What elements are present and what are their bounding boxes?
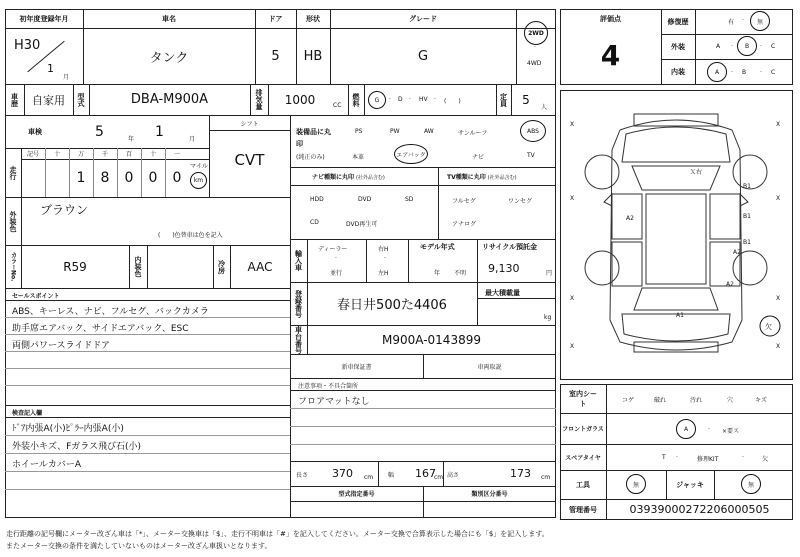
mileage-head: 一 (173, 151, 180, 158)
recycle-label: リサイクル預託金 (482, 243, 538, 251)
caution-label: 注意事項・不具合箇所 (298, 383, 359, 390)
chassis-value: M900A-0143899 (382, 332, 481, 347)
diag-b1-b: B1 (743, 213, 751, 220)
interior-sheet-label: 室内シート (569, 389, 597, 408)
mileage-head: 記号 (26, 151, 39, 158)
equip-ps: PS (355, 128, 363, 135)
mileage-digit (45, 159, 69, 197)
repair-dot: · (742, 17, 744, 24)
equip-aw: AW (424, 128, 434, 135)
fuel-label: 燃料 (352, 92, 360, 107)
shape-label: 形状 (306, 14, 320, 23)
inspection-month: 1 (155, 124, 164, 140)
diag-x-rr: X (776, 295, 781, 302)
sheet-burn: コゲ (622, 397, 635, 404)
shift-label: シフト (240, 120, 259, 128)
plate-value: 春日井500た4406 (337, 298, 447, 313)
reg-era: H30 (14, 38, 41, 53)
equip-navi: ナビ (472, 154, 485, 161)
front-glass-label: フロントガラス (562, 426, 604, 433)
management-label: 管理番号 (569, 505, 597, 514)
displacement: 1000 (284, 92, 316, 107)
month-unit: 月 (63, 74, 70, 81)
wheel-rear-right (733, 251, 767, 285)
equipment-sub: (純正のみ) (296, 154, 325, 161)
diag-b1-a: B1 (743, 183, 751, 190)
glass-dot: · (708, 426, 710, 433)
fuel-dot-1: · (389, 96, 391, 103)
ext-dot2: · (760, 43, 762, 50)
model-year-label: モデル年式 (420, 243, 455, 251)
exterior-label: 外装色 (9, 210, 17, 232)
diag-x-ml: X (570, 195, 575, 202)
exterior-value: ブラウン (40, 203, 89, 217)
fuel-d: D (398, 96, 403, 103)
fuel-dot-2: · (409, 96, 411, 103)
caution-value: フロアマットなし (298, 397, 370, 407)
wheel-front-left (585, 155, 619, 189)
import-label: 輸入車 (294, 250, 303, 271)
import-parallel: 並行 (330, 270, 343, 277)
note-line-1: ﾄﾞｱ内張A(小)ﾋﾟﾗｰ内張A(小) (12, 424, 124, 434)
ac-value: AAC (247, 259, 273, 274)
front-glass-x: ×要ス (722, 428, 740, 435)
mileage-divider (45, 148, 46, 197)
height-value: 173 (510, 467, 531, 480)
sales-line-3: 両側パワースライドドア (12, 341, 111, 351)
recycle-value: 9,130 (488, 262, 520, 275)
ac-label: 冷房 (217, 259, 226, 274)
rating-label: 評価点 (600, 15, 621, 23)
recycle-unit: 円 (546, 270, 553, 277)
max-load-label: 最大積載量 (485, 289, 520, 297)
rear-window (634, 288, 718, 310)
repaint-note: ( )色替車は色を記入 (158, 232, 223, 239)
spare-kit: 修理KIT (697, 456, 719, 463)
doors: 5 (271, 48, 280, 64)
tv-sub: (社外品含む) (487, 175, 517, 181)
inspection-year-unit: 年 (128, 136, 135, 143)
hood-outline (622, 127, 730, 162)
footer-line-2: またメーター交換の条件を満たしていないものはメーター改ざん車扱いとなります。 (6, 542, 272, 550)
jack-label: ジャッキ (676, 480, 704, 489)
jack-none-circled: 無 (741, 474, 761, 494)
diag-x-fr: X (776, 121, 781, 128)
color-no-label: カラーNo. (9, 251, 17, 282)
length-value: 370 (332, 467, 353, 480)
grade: G (417, 48, 429, 64)
width-unit: cm (434, 474, 444, 481)
fuel-dot-3: · (434, 96, 436, 103)
mileage-digit: 0 (172, 170, 182, 186)
height-label: 高さ (447, 472, 460, 479)
plate-label: 登録番号 (294, 289, 303, 318)
car-name-label: 車名 (162, 14, 176, 23)
tv-label (447, 172, 517, 181)
note-line-3: ホイールカバーA (12, 460, 81, 470)
int-label: 内装 (671, 68, 685, 76)
capacity-unit: 人 (541, 104, 548, 111)
ext-b-circled: B (737, 36, 757, 56)
repair-no-circled: 無 (750, 11, 770, 31)
import-dot-2: · (384, 255, 386, 262)
tv-analog: アナログ (452, 221, 477, 228)
repair-yes: 有 (728, 19, 735, 26)
spare-dot2: · (742, 454, 744, 461)
tools-label: 工具 (576, 480, 590, 489)
mileage-digit: 0 (148, 170, 158, 186)
length-unit: cm (364, 474, 374, 481)
int-c: C (771, 69, 776, 76)
diag-x-bl: X (570, 343, 575, 350)
sheet-tear: 破れ (654, 397, 667, 404)
reg-year-label: 初年度登録年月 (19, 14, 69, 23)
sheet-dirt: 汚れ (690, 397, 703, 404)
right-front-door (710, 194, 740, 239)
interior-label: 内装色 (134, 256, 142, 277)
mileage-head: 千 (101, 151, 108, 158)
diag-b1-c: B1 (743, 239, 751, 246)
windshield (632, 166, 720, 190)
import-left: 左H (378, 270, 389, 277)
import-dealer: ディーラー (318, 246, 348, 253)
max-load-unit: kg (544, 314, 552, 321)
km-circled: km (190, 172, 207, 189)
mileage-head: 十 (53, 151, 60, 158)
sales-line-2: 助手席エアバック、サイドエアバック、ESC (12, 324, 189, 334)
int-dot2: · (760, 69, 762, 76)
model-label: 型式 (77, 92, 85, 107)
diag-a2-b: A2 (733, 249, 741, 256)
color-no: R59 (63, 259, 87, 274)
width-value: 167 (415, 467, 436, 480)
type-right: 類別区分番号 (471, 491, 508, 498)
mile-label: マイル (190, 163, 208, 170)
equip-tv: TV (527, 152, 535, 159)
inspection-month-unit: 月 (189, 136, 196, 143)
footer-line-1: 走行距離の記号欄にメーター改ざん車は「*」、メーター交換車は「$」、走行不明車は「#」を記入してください。メーター交換で合算表示した場合にも「$」を記入します。 (6, 530, 549, 538)
mileage-head: 万 (77, 151, 84, 158)
diag-x-mr: X (776, 195, 781, 202)
shape: HB (303, 48, 323, 64)
mileage-divider (165, 148, 166, 197)
roof-panel (646, 194, 706, 284)
equip-leather: 本革 (352, 154, 365, 161)
warranty-left: 新車保証書 (341, 363, 372, 371)
shift-value: CVT (234, 151, 265, 169)
diag-a2-c: A2 (726, 281, 734, 288)
car-diagram (560, 90, 793, 380)
length-label: 長さ (296, 472, 309, 479)
equip-abs-circled: ABS (520, 120, 546, 142)
drive-dot: · (534, 44, 536, 51)
ext-label: 外装 (671, 42, 685, 51)
navi-label-main: ナビ種類に丸印 (312, 174, 355, 181)
use-label: 車歴 (10, 92, 19, 107)
mileage-head: 十 (149, 151, 156, 158)
spare-missing: 欠 (762, 456, 769, 463)
sales-line-1: ABS、キーレス、ナビ、フルセグ、バックカメラ (12, 307, 209, 317)
import-dot: · (335, 255, 337, 262)
door-label: ドア (268, 14, 283, 23)
disp-unit: CC (333, 102, 342, 109)
left-mirror (604, 194, 612, 206)
model: DBA-M900A (130, 92, 209, 107)
width-label: 幅 (388, 472, 395, 479)
int-a-circled: A (707, 62, 727, 82)
inspection-notes-label: 検査記入欄 (12, 410, 43, 417)
drive-2wd-circled: 2WD (524, 21, 548, 45)
model-year-unit: 年 (434, 270, 441, 277)
chassis-label: 車台番号 (294, 325, 303, 354)
diag-a1: A1 (676, 312, 684, 319)
navi-dvd: DVD (358, 196, 372, 203)
warranty-right: 車両取説 (477, 363, 502, 371)
equip-pw: PW (390, 128, 400, 135)
sheet-scratch: キズ (755, 397, 767, 404)
mileage-digit: 1 (76, 170, 86, 186)
sheet-hole: 穴 (727, 397, 734, 404)
navi-sd: SD (405, 196, 414, 203)
int-b: B (742, 69, 747, 76)
mileage-digit (21, 159, 45, 197)
spare-tire-label: スペアタイヤ (565, 454, 601, 462)
equip-sunroof: サンルーフ (458, 130, 488, 137)
tv-label-main: TV種類に丸印 (447, 174, 486, 181)
capacity: 5 (522, 92, 530, 107)
mileage-divider (117, 148, 118, 197)
diag-x-right: Ｘ右 (690, 169, 703, 176)
car-name: タンク (149, 50, 189, 66)
tv-fullseg: フルセグ (452, 198, 476, 205)
note-line-2: 外装小キズ、Fガラス飛び石(小) (12, 442, 142, 452)
mileage-divider (93, 148, 94, 197)
fuel-g-circled: G (368, 91, 386, 109)
mileage-head: 百 (125, 151, 132, 158)
navi-cd: CD (310, 219, 319, 226)
diag-x-fl: X (570, 121, 575, 128)
type-left: 型式指定番号 (338, 491, 375, 498)
ext-c: C (771, 43, 776, 50)
equipment-label: 装備品に丸印 (296, 128, 331, 148)
spare-dot1: · (676, 454, 678, 461)
spare-t: T (662, 454, 666, 461)
rating-value: 4 (600, 38, 621, 72)
reg-month: 1 (47, 62, 54, 75)
ext-dot1: · (731, 43, 733, 50)
repair-label: 修復歴 (667, 17, 689, 26)
height-unit: cm (541, 474, 551, 481)
front-glass-a-circled: A (676, 419, 696, 439)
equip-airbag-circled: エアバック (394, 144, 428, 164)
use: 自家用 (32, 93, 65, 107)
wheel-rear-left (585, 251, 619, 285)
mileage-divider (69, 148, 70, 197)
model-year-unknown: 不明 (454, 270, 467, 277)
navi-hdd: HDD (310, 196, 324, 203)
mileage-digit: 8 (100, 170, 110, 186)
import-right: 右H (378, 246, 389, 253)
navi-label (312, 172, 385, 181)
fuel-hv: HV (419, 96, 428, 103)
tv-oneseg: ワンセグ (508, 198, 533, 205)
int-dot1: · (731, 69, 733, 76)
diag-x-br: X (776, 343, 781, 350)
diag-x-rl: X (570, 295, 575, 302)
management-value: 03939000272206000505 (629, 503, 770, 516)
right-mirror (740, 194, 748, 206)
inspection-year: 5 (95, 124, 104, 140)
mileage-divider (141, 148, 142, 197)
ext-a: A (716, 43, 721, 50)
navi-dvd-play: DVD再生可 (346, 221, 378, 228)
sales-points-label: セールスポイント (12, 293, 60, 300)
capacity-label: 定員 (499, 92, 508, 107)
left-rear-door (612, 242, 642, 286)
diag-missing: 欠 (765, 323, 772, 331)
drive-4wd: 4WD (527, 60, 542, 67)
navi-sub: (社外品含む) (355, 175, 385, 181)
inspection-label: 車検 (28, 127, 42, 136)
fuel-other: ( ) (444, 98, 461, 105)
diag-a2-a: A2 (626, 215, 634, 222)
disp-label: 排気量 (255, 89, 263, 110)
mileage-label: 走行 (9, 165, 17, 180)
interior-value (147, 245, 213, 288)
grade-label: グレード (409, 14, 437, 23)
mileage-digit: 0 (124, 170, 134, 186)
tools-none-circled: 無 (626, 474, 646, 494)
